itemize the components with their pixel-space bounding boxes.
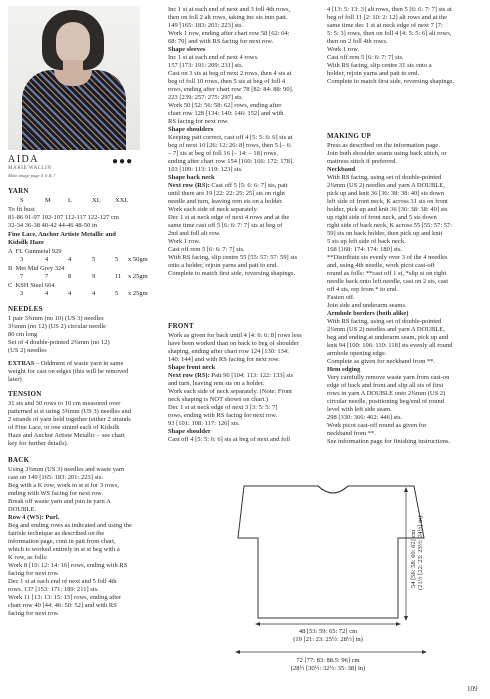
- neckband-line: **Distribute sts evenly over 3 of the 4 needles: [327, 254, 448, 261]
- back-line: K row, as folls:: [8, 554, 48, 561]
- hem-line: neckband from **.: [327, 430, 376, 437]
- shoulders-line: Keeping patt correct, cast off 4 [5: 5: 6: 6] sts at: [168, 134, 293, 141]
- making-up-line: Press as described on the information page.: [327, 142, 440, 149]
- front-line: shaping, ending after chart row 124 [130: 134:: [168, 348, 289, 355]
- neckline-curve: [318, 486, 348, 493]
- shoulders-line: beg of next 10 [26: 12: 26: 8] rows, then 5 [– 6:: [168, 142, 292, 149]
- mid-line: 68: 70] and with RS facing for next row.: [168, 38, 274, 45]
- back-neck-line: [168, 182, 288, 190]
- yarn-c-name: C KSH Steel 664: [8, 282, 55, 289]
- pattern-title: AIDA: [8, 154, 39, 165]
- sleeves-line: RS facing for next row.: [168, 118, 229, 125]
- designer-name: MARIE WALLIN: [8, 166, 52, 171]
- tension-heading: TENSION: [8, 390, 42, 398]
- hem-line: rows in yarn A DOUBLE onto 2¾mm (US 2): [327, 390, 446, 397]
- back-neck-line: 2nd and foll alt row.: [168, 230, 221, 237]
- back-neck-line: needle and turn, leaving rem sts on a holder.: [168, 198, 283, 205]
- right-line: Work 1 row.: [327, 46, 360, 53]
- neckband-line: pick up and knit 36 [36: 38: 38: 40] sts down: [327, 190, 444, 197]
- tension-line: patterned st st using 3¾mm (US 3) needles and: [8, 408, 131, 415]
- right-line: beg of foll 11 [2: 10: 2: 12] alt rows and at the: [327, 14, 447, 21]
- front-neck-line: Work each side of neck separately. (Note: Front: [168, 388, 292, 395]
- right-line: With RS facing, slip centre 31 sts onto a: [327, 62, 432, 69]
- back-line: which is worked entirely in st st beg with a: [8, 546, 120, 553]
- sleeves-line: 223 [239: 257: 275: 297] sts.: [168, 94, 244, 101]
- tension-line: Haze and Anchor Artiste Metallic – see chart: [8, 432, 125, 439]
- right-line: then on 2 foll 4th rows.: [327, 38, 388, 45]
- needles-line: 80 cm long: [8, 331, 38, 338]
- back-line: fairisle technique as described on the: [8, 530, 105, 537]
- right-line: same time dec 1 st at neck edge of next 7 [7:: [327, 22, 443, 29]
- hem-heading: Hem edging: [327, 366, 361, 373]
- making-up-heading: MAKING UP: [327, 132, 372, 140]
- shape-sleeves-heading: Shape sleeves: [168, 46, 206, 53]
- back-line: Work 11 [13: 13: 15: 15] rows, ending after: [8, 594, 122, 601]
- back-neck-line: With RS facing, slip centre 55 [55: 57: 57: 59] sts: [168, 254, 298, 261]
- front-neck-line: rows, ending with RS facing for next row.: [168, 412, 278, 419]
- needles-heading: NEEDLES: [8, 305, 43, 313]
- tension-line: 2 strands of yarn held together (either 2 strands: [8, 416, 131, 423]
- neckband-line: 5 sts up left side of back neck.: [327, 238, 406, 245]
- mid-line: Work 1 row, ending after chart row 58 [62: 64:: [168, 30, 290, 37]
- right-line: Cast off rem 5 [6: 6: 7: 7] sts.: [327, 54, 404, 61]
- back-line: cast on 149 [165: 183: 201: 223] sts.: [8, 474, 103, 481]
- yarn-names: Fine Lace, Anchor Artiste Metallic and: [8, 231, 116, 238]
- back-heading: BACK: [8, 456, 30, 464]
- front-heading: FRONT: [168, 322, 194, 330]
- neckband-line: 168 [168: 174: 174: 180] sts.: [327, 246, 403, 253]
- needles-line: Set of 4 double-pointed 2¾mm (no 12): [8, 339, 110, 346]
- front-neck-line: neck shaping is NOT shown on chart.): [168, 396, 269, 403]
- armhole-line: armhole opening edge.: [327, 350, 387, 357]
- height-arrow-top-icon: [404, 487, 408, 492]
- yarn-b-name: B Met Mid Grey 324: [8, 265, 65, 272]
- mid-line: 149 [165: 183: 201: 223] sts.: [168, 22, 244, 29]
- extras-line: [8, 360, 123, 368]
- top-arrow-right-icon: [396, 622, 401, 626]
- neckband-line: holder, pick up and knit 36 [36: 38: 38: 40] sts: [327, 206, 448, 213]
- front-neck-line: Dec 1 st at neck edge of next 3 [3: 5: 5: 7]: [168, 404, 278, 411]
- neckband-line: right side of back neck, K across 55 [55: 57: 57:: [327, 222, 453, 229]
- difficulty-dots-icon: ●●●: [112, 156, 134, 167]
- model-face: [56, 22, 90, 64]
- hem-line: circular needle, positioning beg/end of round: [327, 398, 444, 405]
- shape-front-neck-heading: Shape front neck: [168, 364, 216, 371]
- sleeves-line: beg of foll 10 rows, then 5 sts at beg of foll 4: [168, 78, 286, 85]
- sleeves-line: rows, ending after chart row 78 [82: 84: 88: 90].: [168, 86, 294, 93]
- hem-line: Very carefully remove waste yarn from cast-on: [327, 374, 450, 381]
- tension-line: of Fine Lace, or one strand each of Kidsilk: [8, 424, 120, 431]
- right-line: 5: 5: 3] rows, then on foll 4 [4: 5: 5: 6] alt rows,: [327, 30, 452, 37]
- right-line: 4 [13: 5: 13: 3] alt rows, then 5 [6: 6: 7: 7] sts at: [327, 6, 452, 13]
- bust-cm: 81-86 91-97 102-107 112-117 122-127 cm: [8, 214, 119, 221]
- back-neck-line: Complete to match first side, reversing shapings.: [168, 270, 296, 277]
- model-note: Main image page 4, 6 & 7: [8, 173, 56, 178]
- back-line: information page, cont in patt from chart,: [8, 538, 116, 545]
- neckband-line: and, using 4th needle, work picot cast-off: [327, 262, 435, 269]
- extras-line: later): [8, 376, 22, 383]
- height-label: 54 [56: 58: 60: 62] cm: [410, 529, 417, 588]
- armhole-heading: Armhole borders (both alike): [327, 310, 409, 317]
- sleeves-line: Inc 1 st at each end of next 4 rows.: [168, 54, 259, 61]
- back-neck-line: onto a holder, rejoin yarns and patt to end.: [168, 262, 278, 269]
- making-up-line: Join both shoulder seams using back stitch, or: [327, 150, 447, 157]
- yarn-a-name: A FL Gunmetal 929: [8, 248, 62, 255]
- back-neck-line: until there are 19 [22: 22: 25: 25] sts on right: [168, 190, 285, 197]
- armhole-line: Complete as given for neckband from **.: [327, 358, 436, 365]
- front-neck-line: [168, 372, 293, 380]
- shoulders-line: ending after chart row 154 [160: 166: 172: 178].: [168, 158, 294, 165]
- bottom-arrow-right-icon: [422, 650, 427, 654]
- back-line: DOUBLE.: [8, 506, 36, 513]
- shoulders-line: 103 [109: 113: 119: 123] sts.: [168, 166, 243, 173]
- yarn-heading: YARN: [8, 187, 29, 195]
- neckband-line: 2¾mm (US 2) needles and yarn A DOUBLE,: [327, 182, 445, 189]
- sleeves-line: Work 50 [52: 56: 58: 62] rows, ending after: [168, 102, 282, 109]
- height-label-in: (21½ [22: 23: 23½: 24½] in): [417, 515, 424, 590]
- bottom-arrow-left-icon: [235, 650, 240, 654]
- back-neck-line: same time cast off 5 [6: 6: 7: 7] sts at beg of: [168, 222, 283, 229]
- right-line: holder, rejoin yarns and patt to end.: [327, 70, 420, 77]
- shape-shoulders-heading: Shape shoulders: [168, 126, 214, 133]
- bust-in: 32-34 36-38 40-42 44-46 48-50 in: [8, 222, 98, 229]
- back-neck-line: Dec 1 st at neck edge of next 4 rows and at the: [168, 214, 290, 221]
- back-line: chart row 40 [44: 46: 50: 52] and with RS: [8, 602, 117, 609]
- hem-line: 298 [330: 366: 402: 446] sts.: [327, 414, 403, 421]
- neckband-line: left side of front neck, K across 31 sts on front: [327, 198, 448, 205]
- bottom-width-label: 72 [77: 83: 88.5: 96] cm: [296, 657, 360, 664]
- mid-line: then on foll 2 alt rows, taking inc sts into patt.: [168, 14, 288, 21]
- front-neck-text: Patt 96 [104: 113: 122: 133] sts: [209, 372, 294, 379]
- hem-line: level with left side seam.: [327, 406, 392, 413]
- needles-line: 3¾mm (no 12) (US 2) circular needle: [8, 323, 107, 330]
- sleeves-line: chart row 128 [134: 140: 146: 152] and with: [168, 110, 284, 117]
- front-line: 140: 144] and with RS facing for next row.: [168, 356, 280, 363]
- shoulder-line: Cast off 4 [5: 5: 6: 6] sts at beg of next and foll: [168, 436, 291, 443]
- front-line: Work as given for back until 4 [4: 6: 6: 8] rows less: [168, 332, 302, 339]
- back-line: Dec 1 st at each end of next and 5 foll 4th: [8, 578, 117, 585]
- garment-schematic: [218, 478, 428, 678]
- armhole-line: beg and ending at underarm seam, pick up and: [327, 334, 449, 341]
- neckband-line: With RS facing, using set of double-pointed: [327, 174, 442, 181]
- back-line: Work 8 [10: 12: 14: 16] rows, ending with RS: [8, 562, 128, 569]
- page-number: 109: [467, 685, 478, 693]
- height-arrow-bottom-icon: [404, 616, 408, 621]
- to-fit-bust: To fit bust: [8, 206, 35, 213]
- neckband-line: Fasten off.: [327, 294, 355, 301]
- bottom-width-label-in: (28½ [30½: 32½: 35: 38] in): [290, 665, 366, 672]
- yarn-names-2: Kidsilk Haze: [8, 239, 44, 246]
- next-row-label: Next row (RS):: [168, 372, 210, 379]
- back-line: Break off waste yarn and join in yarn A: [8, 498, 111, 505]
- extras-line: weight for cast on edges (this will be removed: [8, 368, 129, 375]
- tension-line: 31 sts and 30 rows to 10 cm measured over: [8, 400, 121, 407]
- neckband-line: off 4 sts, rep from * to end.: [327, 286, 398, 293]
- making-up-line: mattress stitch if preferred.: [327, 158, 398, 165]
- extras-text: – Oddment of waste yarn in same: [34, 360, 124, 367]
- hem-line: See information page for finishing instructions.: [327, 438, 451, 445]
- back-line: Beg with a K row, work in st st for 3 rows,: [8, 482, 119, 489]
- right-line: Complete to match first side, reversing shapings.: [327, 78, 455, 85]
- extras-heading: EXTRAS: [8, 360, 35, 367]
- back-line: facing for next row.: [8, 570, 60, 577]
- shoulders-line: – 7] sts at beg of foll 16 [– 14: – 18] rows,: [168, 150, 278, 157]
- shape-shoulder-heading: Shape shoulder: [168, 428, 211, 435]
- neckband-line: 59] sts on back holder, then pick up and knit: [327, 230, 443, 237]
- back-line: rows. 137 [153: 171: 189: 211] sts.: [8, 586, 99, 593]
- back-line: Using 3¾mm (US 3) needles and waste yarn: [8, 466, 125, 473]
- tension-line: key for further details).: [8, 440, 69, 447]
- top-arrow-left-icon: [255, 622, 260, 626]
- needles-line: 1 pair 3¾mm (no 10) (US 3) needles: [8, 315, 104, 322]
- neckband-line: needle back onto left needle, cast on 2 sts, cast: [327, 278, 449, 285]
- front-neck-line: and turn, leaving rem sts on a holder.: [168, 380, 265, 387]
- front-line: have been worked than on back to beg of shoulder: [168, 340, 299, 347]
- armhole-line: With RS facing, using set of double-pointed: [327, 318, 442, 325]
- top-width-label-in: (19 [21: 23: 25½: 28½] in): [293, 636, 363, 643]
- armhole-line: knit 94 [100: 106: 110: 118] sts evenly all round: [327, 342, 453, 349]
- neckband-heading: Neckband: [327, 166, 356, 173]
- needles-line: (US 2) needles: [8, 347, 47, 354]
- neckband-line: Join side and underarm seams.: [327, 302, 407, 309]
- back-line: Beg and ending rows as indicated and using the: [8, 522, 132, 529]
- mid-line: Inc 1 st at each end of next and 3 foll 4th rows,: [168, 6, 291, 13]
- back-neck-line: Work each side of neck separately.: [168, 206, 259, 213]
- top-width-label: 48 [53: 59: 65: 72] cm: [298, 628, 358, 635]
- back-neck-line: Work 1 row.: [168, 238, 201, 245]
- sleeves-line: Cast on 3 sts at beg of next 2 rows, then 4 sts at: [168, 70, 292, 77]
- neckband-line: up right side of front neck, and 5 sts down: [327, 214, 437, 221]
- next-row-label: Next row (RS):: [168, 182, 210, 189]
- back-line: Row 4 (WS): Purl.: [8, 514, 60, 521]
- hem-line: Work picot cast-off round as given for: [327, 422, 427, 429]
- shape-back-neck-heading: Shape back neck: [168, 174, 215, 181]
- hem-line: edge of back and front and slip all sts of first: [327, 382, 444, 389]
- back-neck-line: Cast off rem 5 [6: 6: 7: 7] sts.: [168, 246, 245, 253]
- model-photo: [8, 6, 140, 150]
- back-neck-text: Cast off 5 [5: 6: 6: 7] sts, patt: [209, 182, 288, 189]
- front-neck-line: 93 [101: 108: 117: 126] sts.: [168, 420, 240, 427]
- back-line: facing for next row.: [8, 610, 60, 617]
- back-line: ending with WS facing for next row.: [8, 490, 103, 497]
- neckband-line: round as folls: **cast off 1 st, *slip st on right: [327, 270, 447, 277]
- garment-outline: [238, 486, 424, 618]
- sleeves-line: 157 [173: 191: 209: 231] sts.: [168, 62, 244, 69]
- armhole-line: 2¾mm (US 2) needles and yarn A DOUBLE,: [327, 326, 445, 333]
